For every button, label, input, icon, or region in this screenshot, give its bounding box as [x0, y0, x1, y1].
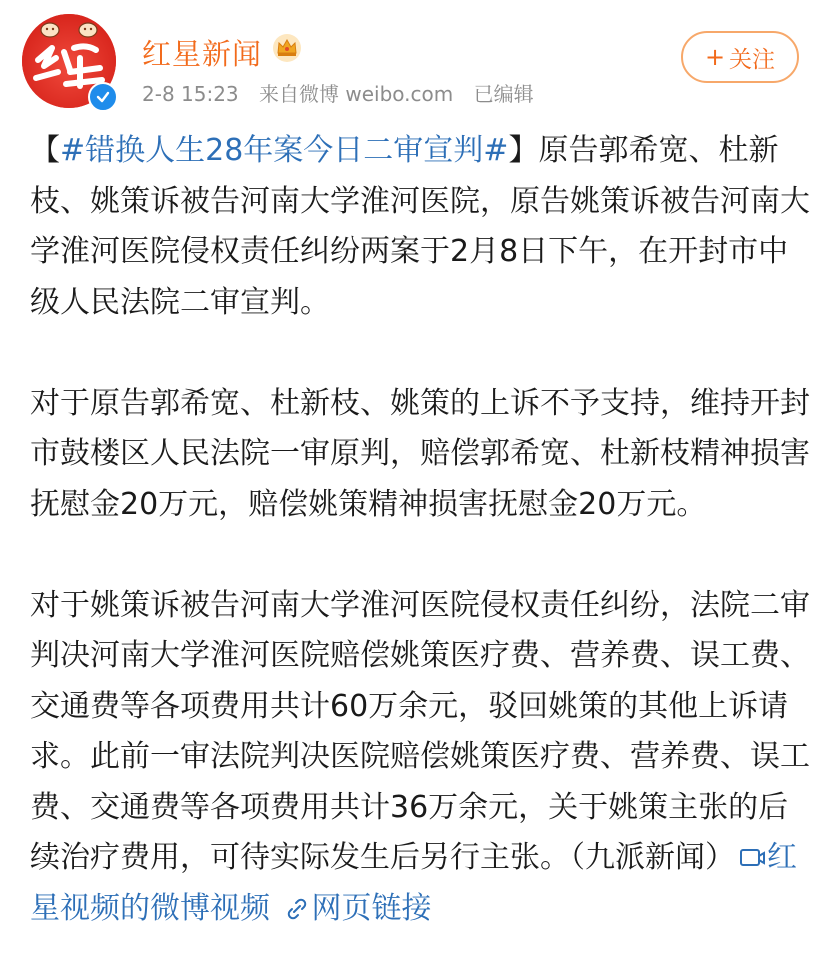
paragraph-3-text: 对于姚策诉被告河南大学淮河医院侵权责任纠纷，法院二审判决河南大学淮河医院赔偿姚策医疗费、营养费、误工费、交通费等各项费用共计60万余元，驳回姚策的其他上诉请求。此前一审法院判决医院赔偿姚策医疗费、营养费、误工费、交通费等各项费用共计36万余元，关于姚策主张的后续治疗费用，可待实际发生后另行主张。（九派新闻） [30, 587, 810, 875]
video-link-label: 红星视频的微博视频 [30, 840, 797, 926]
paragraph-gap [30, 328, 810, 379]
link-icon [284, 897, 310, 921]
paragraph-1 [30, 126, 810, 328]
post-meta [142, 78, 548, 107]
open-bracket: 【 [30, 133, 60, 168]
user-name[interactable]: 红星新闻 [142, 37, 263, 71]
video-icon [739, 846, 765, 870]
paragraph-2: 对于原告郭希宽、杜新枝、姚策的上诉不予支持，维持开封市鼓楼区人民法院一审原判，赔偿郭希宽、杜新枝精神损害抚慰金20万元，赔偿姚策精神损害抚慰金20万元。 [30, 385, 810, 522]
follow-label: 关注 [729, 46, 776, 73]
plus-icon: + [704, 43, 726, 71]
paragraph-1-text: 】原告郭希宽、杜新枝、姚策诉被告河南大学淮河医院，原告姚策诉被告河南大学淮河医院侵权责任纠纷两案于2月8日下午，在开封市中级人民法院二审宣判。 [30, 133, 810, 320]
topic-link[interactable]: #错换人生28年案今日二审宣判# [60, 133, 509, 168]
verified-check-icon [88, 82, 118, 112]
post-body [30, 126, 810, 934]
post-source: 来自微博 weibo.com [259, 82, 454, 106]
post-time: 2-8 15:23 [142, 82, 239, 106]
web-link-label: 网页链接 [311, 890, 432, 926]
follow-button[interactable] [681, 31, 799, 83]
edited-label: 已编辑 [473, 82, 534, 106]
web-link[interactable] [280, 891, 432, 926]
post-header [0, 0, 828, 120]
paragraph-gap [30, 530, 810, 581]
crown-icon[interactable] [272, 33, 302, 63]
paragraph-3 [30, 581, 810, 935]
